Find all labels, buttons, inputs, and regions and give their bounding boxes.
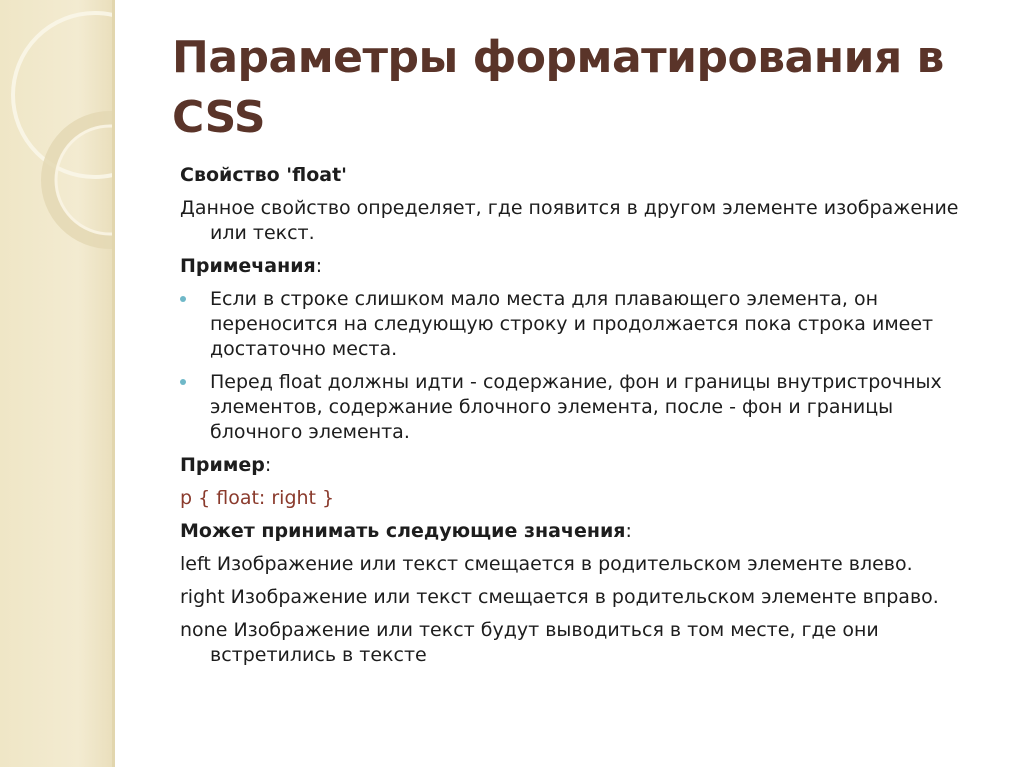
values-heading — [180, 519, 990, 544]
value-none: none Изображение или текст будут выводиться в том месте, где они встретились в тексте — [180, 619, 879, 666]
list-item — [180, 287, 990, 362]
decorative-sidebar — [0, 0, 112, 767]
example-heading — [180, 453, 990, 478]
value-right: right Изображение или текст смещается в родительском элементе вправо. — [180, 586, 939, 608]
example-colon: : — [264, 454, 272, 476]
bullet-icon — [180, 379, 186, 385]
decorative-circles — [0, 0, 112, 767]
property-heading: Свойство 'float' — [180, 164, 347, 186]
example-code: p { float: right } — [180, 487, 335, 509]
slide-content — [180, 163, 990, 676]
value-left: left Изображение или текст смещается в родительском элементе влево. — [180, 553, 913, 575]
values-colon: : — [625, 520, 632, 542]
note-text: Если в строке слишком мало места для плавающего элемента, он переносится на следующую строку и продолжается пока строка имеет достаточно места. — [210, 288, 934, 360]
notes-colon: : — [315, 255, 323, 277]
notes-heading — [180, 254, 990, 279]
values-label: Может принимать следующие значения — [180, 520, 626, 542]
bullet-icon — [180, 296, 186, 302]
note-text: Перед float должны идти - содержание, фон и границы внутристрочных элементов, содержание блочного элемента, после - фон и границы блочного элемента. — [210, 371, 942, 443]
notes-label: Примечания — [180, 255, 316, 277]
page-title: Параметры форматирования в CSS — [172, 32, 944, 143]
example-label: Пример — [180, 454, 265, 476]
list-item — [180, 370, 990, 445]
sidebar-divider — [112, 0, 115, 767]
property-description: Данное свойство определяет, где появится в другом элементе изображение или текст. — [180, 197, 959, 244]
